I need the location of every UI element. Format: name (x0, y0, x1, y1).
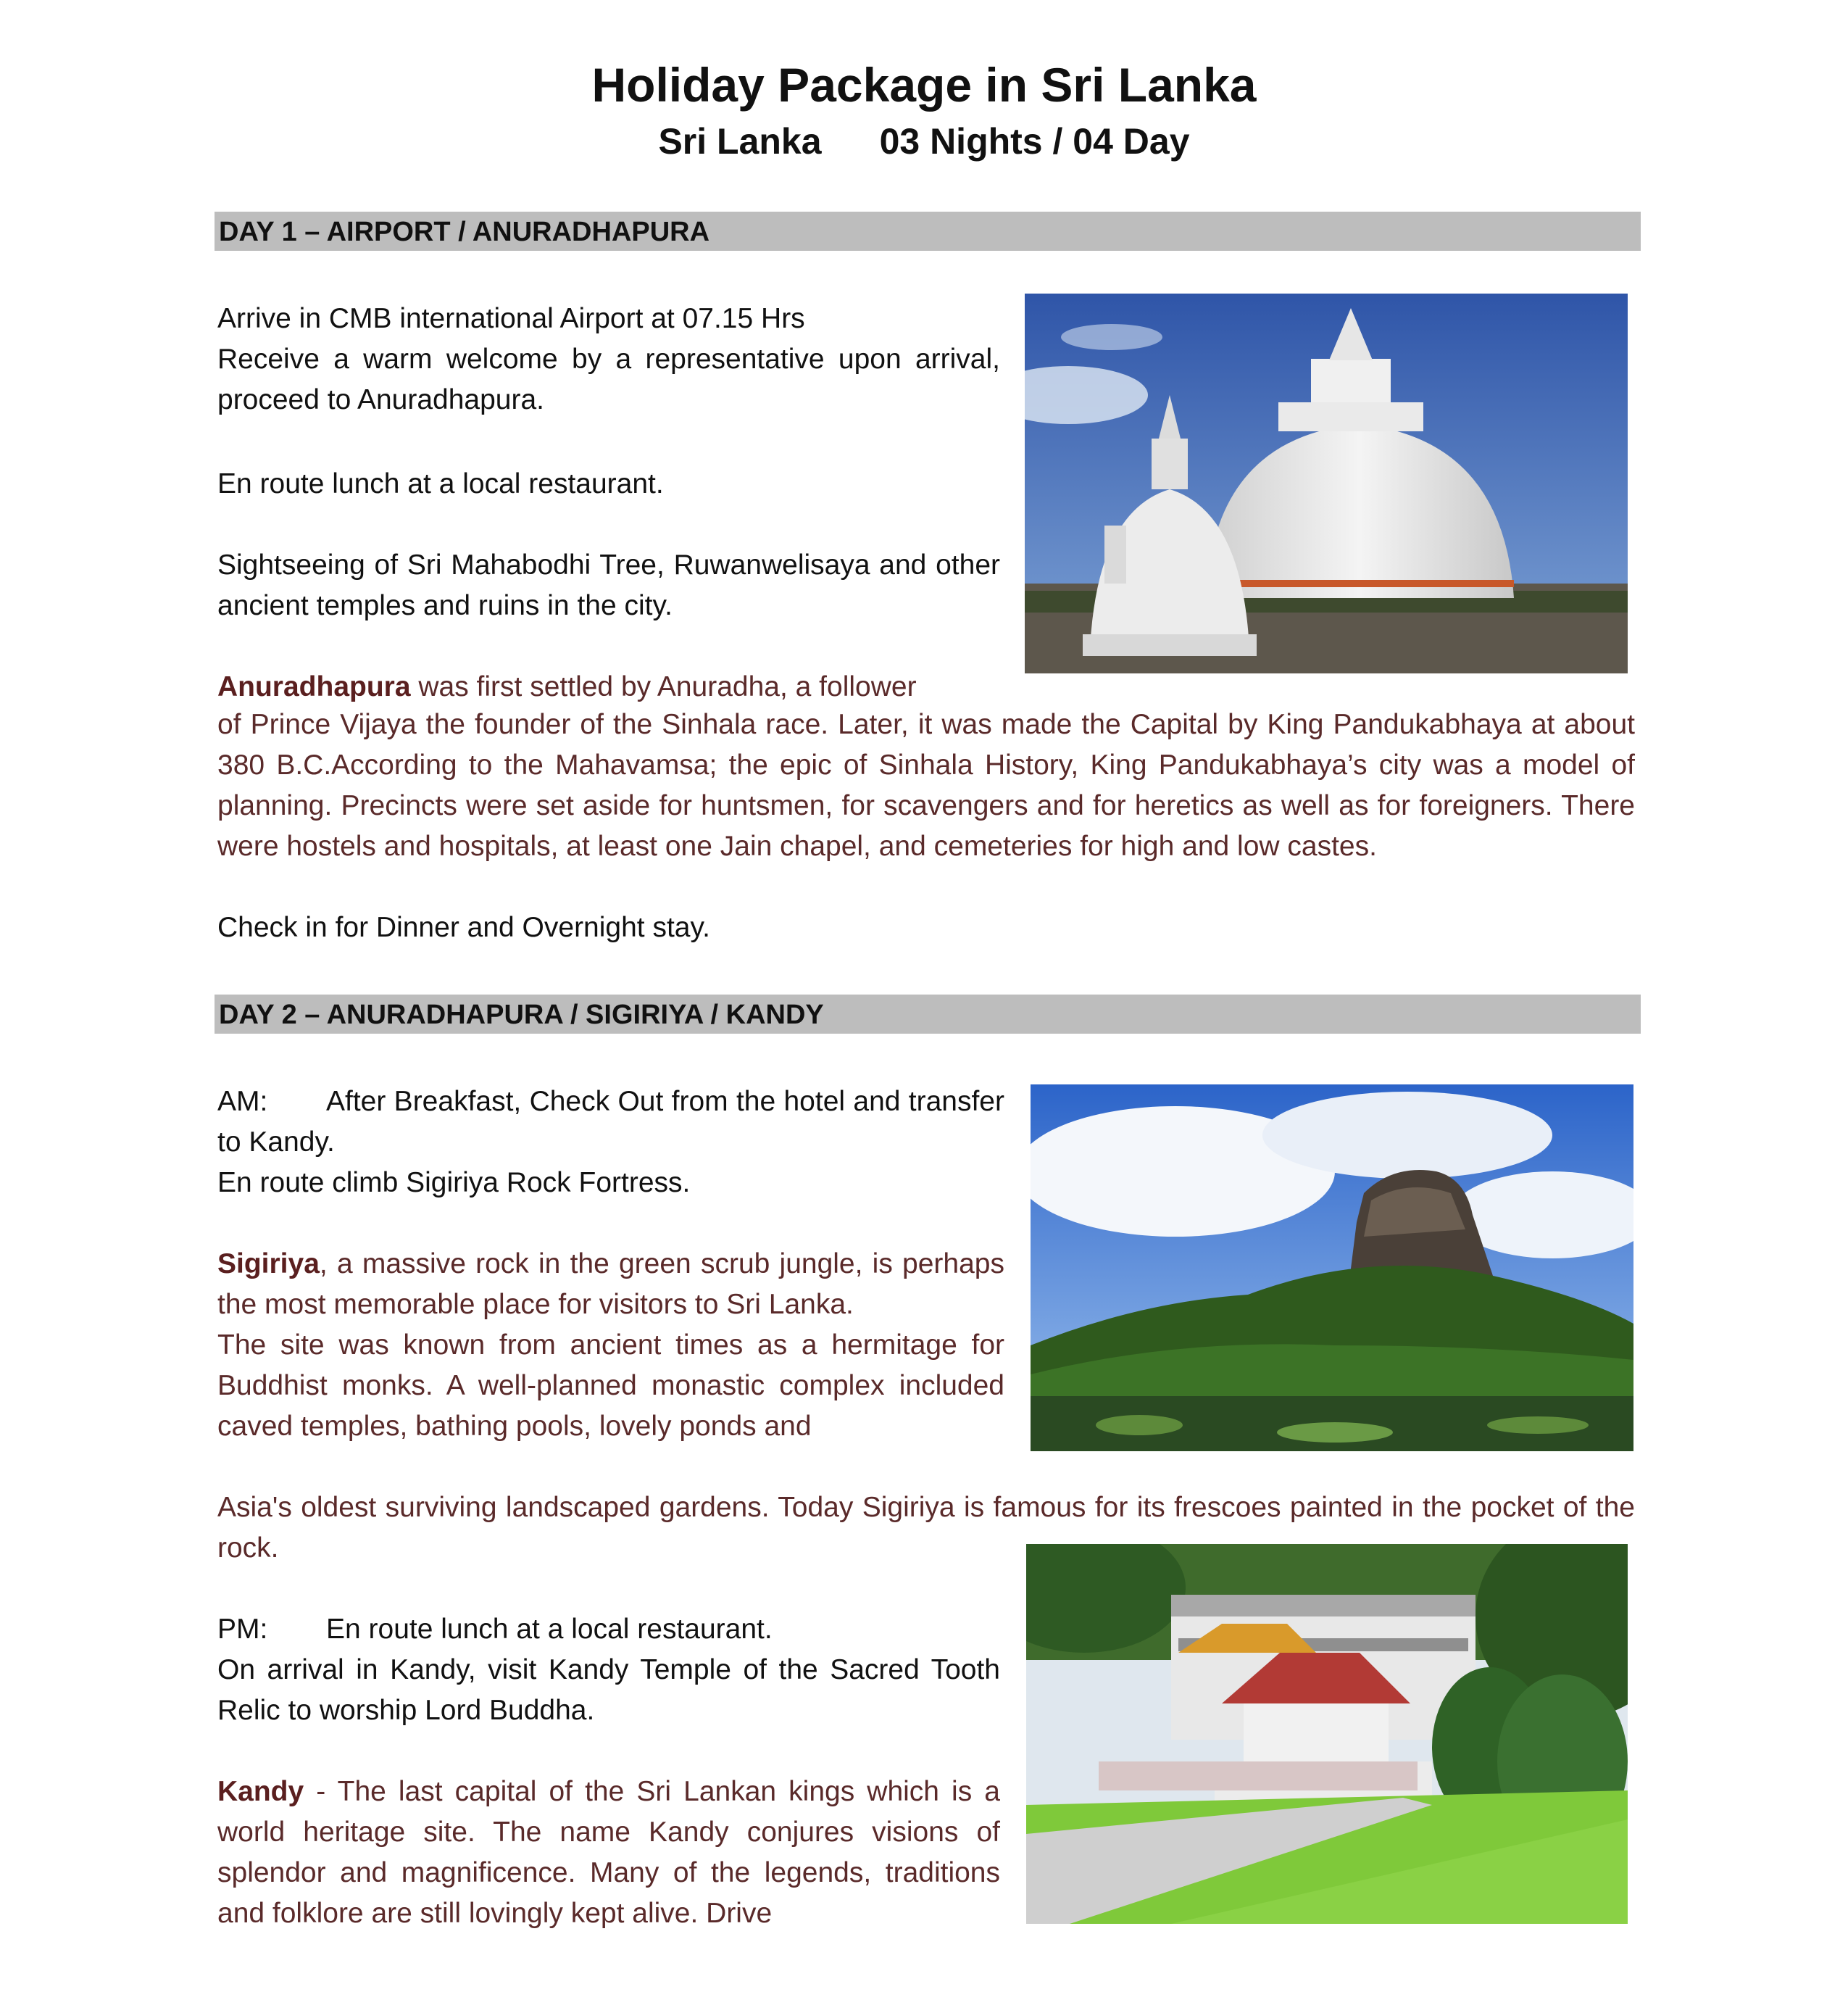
day1-desc-first-line (217, 667, 1000, 707)
day2-am-block (217, 1082, 1004, 1447)
day1-desc-rest: of Prince Vijaya the founder of the Sinhala race. Later, it was made the Capital by King Pandukabhaya at about 380 B.C.According to the Mahavamsa; the epic of Sinhala History, King Pandukabhaya’s city was a model of planning. Precincts were set aside for huntsmen, for scavengers and for heretics as well as for foreigners. There were hostels and hospitals, at least one Jain chapel, and cemeteries for high and low castes. (217, 709, 1635, 862)
day2-sigiriya-rest: Asia's oldest surviving landscaped gardens. Today Sigiriya is famous for its frescoes painted in the pocket of the rock. (217, 1492, 1635, 1564)
day1-desc-intro: was first settled by Anuradha, a follower (410, 671, 917, 702)
day2-pm-block (217, 1609, 1000, 1934)
day2-pm-text: En route lunch at a local restaurant. (326, 1614, 773, 1645)
day1-desc-bold: Anuradhapura (217, 671, 411, 702)
day1-sightseeing: Sightseeing of Sri Mahabodhi Tree, Ruwanwelisaya and other ancient temples and ruins in the city. (217, 549, 1000, 621)
day2-am-text: After Breakfast, Check Out from the hotel and transfer to Kandy. (217, 1086, 1004, 1158)
sigiriya-rock-image (1031, 1084, 1633, 1451)
day2-sigiriya-site: The site was known from ancient times as a hermitage for Buddhist monks. A well-planned monastic complex included caved temples, bathing pools, lovely ponds and (217, 1329, 1004, 1442)
day1-intro-block (217, 299, 1000, 707)
day2-pm-paragraph (217, 1609, 1000, 1650)
day2-sigiriya-paragraph (217, 1244, 1004, 1325)
day2-sigiriya-text: , a massive rock in the green scrub jungle, is perhaps the most memorable place for visitors to Sri Lanka. (217, 1248, 1004, 1320)
page-title: Holiday Package in Sri Lanka (591, 58, 1257, 112)
day2-climb: En route climb Sigiriya Rock Fortress. (217, 1167, 691, 1198)
day1-checkin: Check in for Dinner and Overnight stay. (217, 912, 710, 943)
day2-kandy-text: - The last capital of the Sri Lankan kings which is a world heritage site. The name Kandy conjures visions of splendor and magnificence. Many of the legends, traditions and folklore are still lovingly kept alive. Drive (217, 1776, 1000, 1929)
day2-kandy-visit: On arrival in Kandy, visit Kandy Temple of the Sacred Tooth Relic to worship Lord Buddha. (217, 1654, 1000, 1726)
day2-am-paragraph (217, 1082, 1004, 1163)
day2-kandy-paragraph (217, 1772, 1000, 1934)
day1-welcome: Receive a warm welcome by a representative upon arrival, proceed to Anuradhapura. (217, 344, 1000, 415)
day1-lunch: En route lunch at a local restaurant. (217, 468, 664, 499)
anuradhapura-stupa-image (1025, 294, 1628, 673)
day2-sigiriya-bold: Sigiriya (217, 1248, 320, 1279)
kandy-temple-image (1026, 1544, 1628, 1924)
day2-pm-label: PM: (217, 1614, 268, 1645)
page-subtitle (0, 116, 1848, 167)
day2-am-label: AM: (217, 1086, 268, 1117)
subtitle-duration: 03 Nights / 04 Day (879, 121, 1190, 162)
day1-arrive: Arrive in CMB international Airport at 07.15 Hrs (217, 303, 805, 334)
day2-heading: DAY 2 – ANURADHAPURA / SIGIRIYA / KANDY (215, 995, 1641, 1034)
subtitle-location: Sri Lanka (658, 121, 822, 162)
day2-kandy-bold: Kandy (217, 1776, 304, 1807)
day1-heading: DAY 1 – AIRPORT / ANURADHAPURA (215, 212, 1641, 251)
